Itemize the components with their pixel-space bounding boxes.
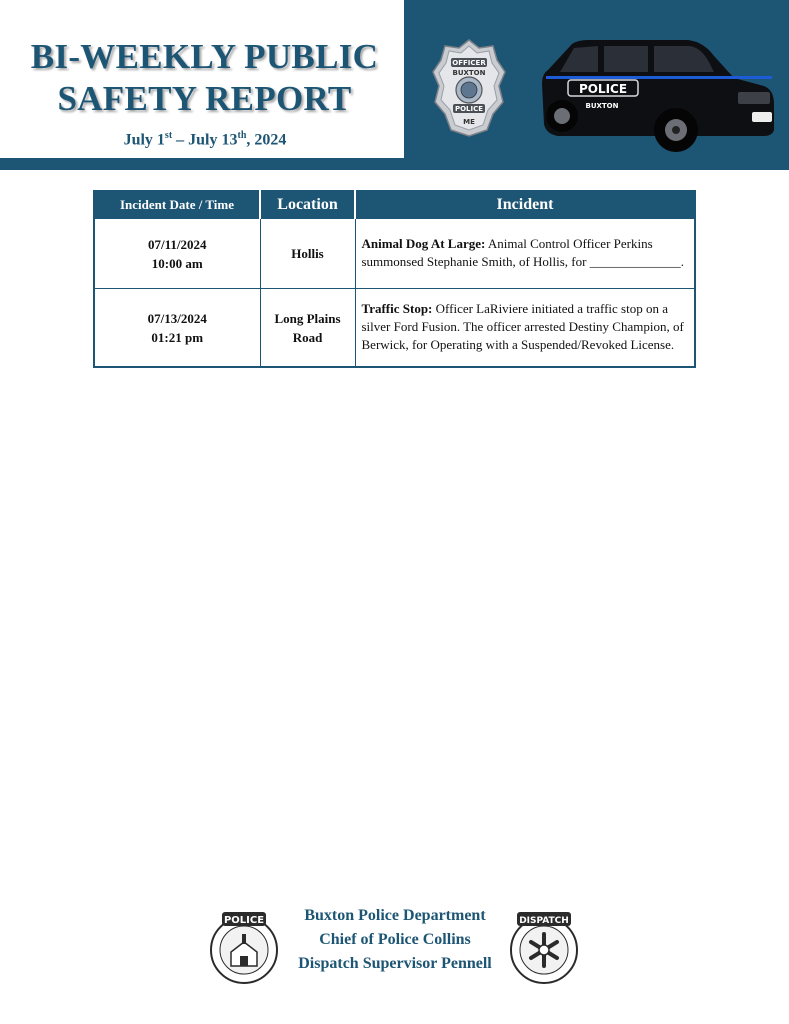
column-header-location: Location — [260, 191, 355, 219]
title-line-2: SAFETY REPORT — [57, 79, 352, 118]
incident-description-cell — [355, 289, 695, 368]
incident-time: 10:00 am — [151, 255, 203, 271]
police-car-icon — [538, 34, 778, 160]
date-start: July 1 — [123, 131, 165, 149]
police-badge-icon — [431, 38, 507, 138]
incident-table — [93, 190, 696, 368]
incident-location-cell — [260, 289, 355, 368]
incident-date-cell — [94, 289, 260, 368]
badge-top-text: OFFICER — [452, 59, 486, 67]
footer-signature — [280, 904, 510, 976]
date-end-suffix: th — [237, 130, 247, 141]
title-line-1: BI-WEEKLY PUBLIC — [30, 37, 379, 76]
incident-type: Traffic Stop: — [361, 301, 433, 316]
badge-state-text: ME — [463, 118, 475, 126]
incident-time: 01:21 pm — [151, 329, 204, 345]
department-name: Buxton Police Department — [304, 907, 486, 924]
incident-description: Animal Control Officer Perkins summonsed Stephanie Smith, of Hollis, for ______________. — [361, 236, 684, 269]
column-header-date: Incident Date / Time — [94, 191, 260, 219]
badge-bottom-text: POLICE — [454, 105, 484, 113]
table-header-row — [94, 191, 695, 219]
incident-location: Long Plains — [274, 310, 341, 326]
badge-mid-text: BUXTON — [452, 69, 486, 77]
incident-location-line-2: Road — [292, 329, 323, 345]
dispatch-seal-icon — [509, 910, 579, 986]
incident-location: Hollis — [291, 246, 324, 261]
report-header — [0, 0, 789, 170]
date-range — [0, 130, 410, 149]
police-seal-label: POLICE — [223, 915, 265, 926]
page-title — [12, 36, 397, 120]
table-row — [94, 289, 695, 368]
incident-type: Animal Dog At Large: — [361, 236, 486, 251]
table-header — [94, 191, 695, 219]
incident-description: Officer LaRiviere initiated a traffic stop on a silver Ford Fusion. The officer arrested Destiny Champion, of Berwick, for Operating with a Suspended/Revoked License. — [361, 301, 684, 352]
dispatch-seal-label: DISPATCH — [519, 916, 569, 926]
police-seal-icon — [209, 910, 279, 986]
incident-description-cell — [355, 219, 695, 289]
car-door-subtext: BUXTON — [585, 102, 619, 110]
date-start-suffix: st — [164, 130, 173, 141]
incident-date: 07/13/2024 — [147, 310, 207, 326]
table-row — [94, 219, 695, 289]
incident-location-cell — [260, 219, 355, 289]
date-end: – July 13 — [172, 131, 238, 149]
chief-name: Chief of Police Collins — [319, 931, 471, 948]
dispatch-supervisor-name: Dispatch Supervisor Pennell — [298, 955, 492, 972]
car-door-text: POLICE — [578, 82, 628, 96]
table-body — [94, 219, 695, 368]
incident-date-cell — [94, 219, 260, 289]
date-year: , 2024 — [246, 131, 287, 149]
column-header-incident: Incident — [355, 191, 695, 219]
incident-date: 07/11/2024 — [147, 236, 207, 252]
